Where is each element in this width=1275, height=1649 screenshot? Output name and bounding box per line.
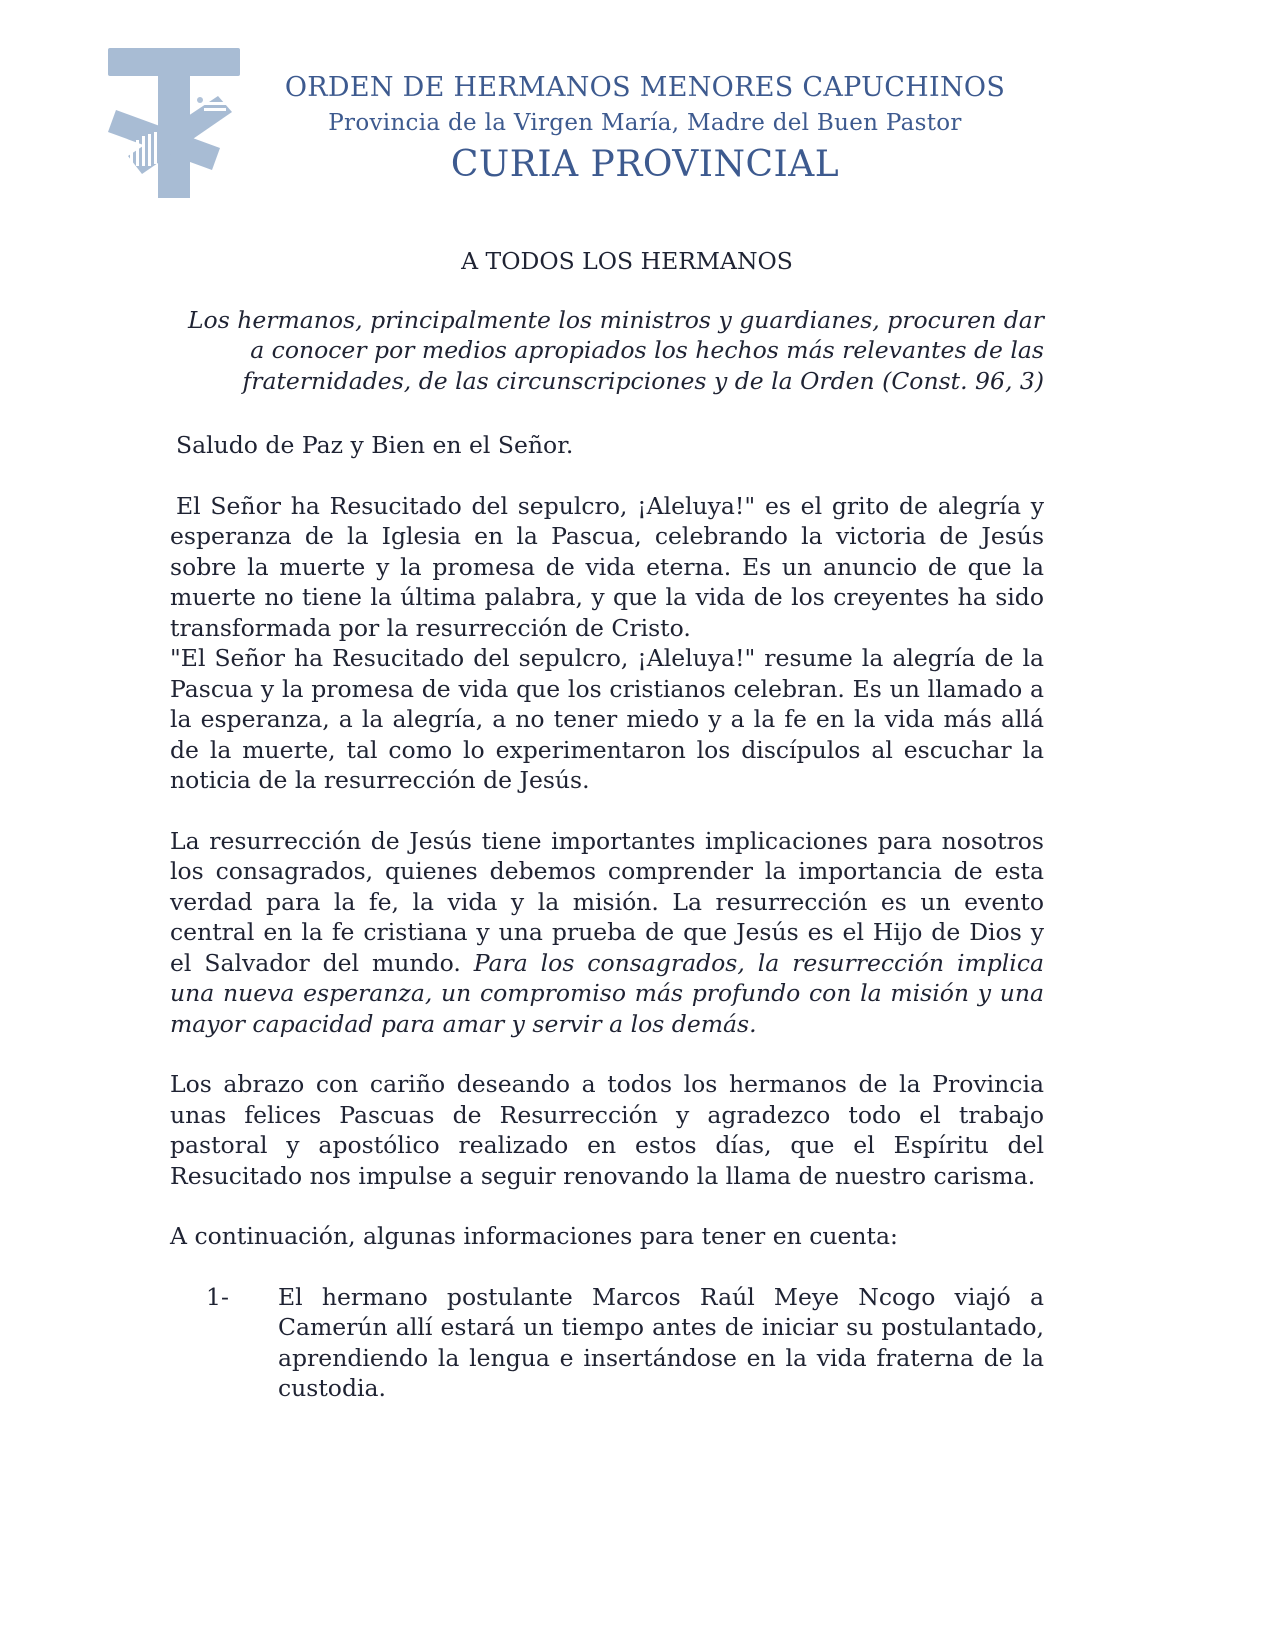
paragraph-consecrated-text: La resurrección de Jesús tiene importantes implicaciones para nosotros los consagrados, quienes debemos comprender la importancia de esta verdad para la fe, la vida y la misión. La resurrección es un evento central en la fe cristiana y una prueba de que Jesús es el Hijo de Dios y el Salvador del mundo. bbox=[170, 826, 1044, 977]
epigraph-line: fraternidades, de las circunscripciones y de la Orden (Const. 96, 3) bbox=[242, 366, 1044, 395]
list-item-number: 1- bbox=[206, 1282, 229, 1311]
paragraph-alleluia: "El Señor ha Resucitado del sepulcro, ¡Aleluya!" resume la alegría de la Pascua y la promesa de vida que los cristianos celebran. Es un llamado a la esperanza, a la alegría, a no tener miedo y a la fe en la vida más allá de la muerte, tal como lo experimentaron los discípulos al escuchar la noticia de la resurrección de Jesús. bbox=[170, 644, 1044, 794]
paragraph-consecrated bbox=[170, 826, 1044, 1040]
greeting: Saludo de Paz y Bien en el Señor. bbox=[176, 431, 574, 459]
list-item-text: El hermano postulante Marcos Raúl Meye Ncogo viajó a Camerún allí estará un tiempo antes de iniciar su postulantado, aprendiendo la lengua e insertándose en la vida fraterna de la custodia. bbox=[278, 1282, 1044, 1402]
paragraph-closing-wishes: Los abrazo con cariño deseando a todos los hermanos de la Provincia unas felices Pascuas de Resurrección y agradezco todo el trabajo pastoral y apostólico realizado en estos días, que el Espíritu del Resucitado nos impulse a seguir renovando la llama de nuestro carisma. bbox=[170, 1070, 1044, 1190]
franciscan-logo-icon bbox=[108, 48, 240, 198]
paragraph-resurrection: El Señor ha Resucitado del sepulcro, ¡Aleluya!" es el grito de alegría y esperanza de la Iglesia en la Pascua, celebrando la victoria de Jesús sobre la muerte y la promesa de vida eterna. Es un anuncio de que la muerte no tiene la última palabra, y que la vida de los creyentes ha sido transformada por la resurrección de Cristo. bbox=[170, 491, 1044, 642]
letter-body bbox=[170, 246, 1044, 1404]
addressee: A TODOS LOS HERMANOS bbox=[461, 247, 793, 275]
province-name: Provincia de la Virgen María, Madre del Buen Pastor bbox=[328, 110, 962, 136]
letterhead bbox=[270, 70, 1020, 188]
info-intro: A continuación, algunas informaciones para tener en cuenta: bbox=[170, 1222, 898, 1250]
order-name: ORDEN DE HERMANOS MENORES CAPUCHINOS bbox=[284, 72, 1006, 103]
epigraph-line: Los hermanos, principalmente los ministros y guardianes, procuren dar bbox=[187, 305, 1044, 334]
curia-title: CURIA PROVINCIAL bbox=[450, 144, 840, 185]
epigraph-quote bbox=[170, 305, 1044, 397]
info-list bbox=[170, 1282, 1044, 1404]
paragraph-consecrated-emphasis: Para los consagrados, la resurrección implica una nueva esperanza, un compromiso más profundo con la misión y una mayor capacidad para amar y servir a los demás. bbox=[170, 948, 1044, 1038]
epigraph-line: a conocer por medios apropiados los hechos más relevantes de las bbox=[250, 336, 1044, 364]
